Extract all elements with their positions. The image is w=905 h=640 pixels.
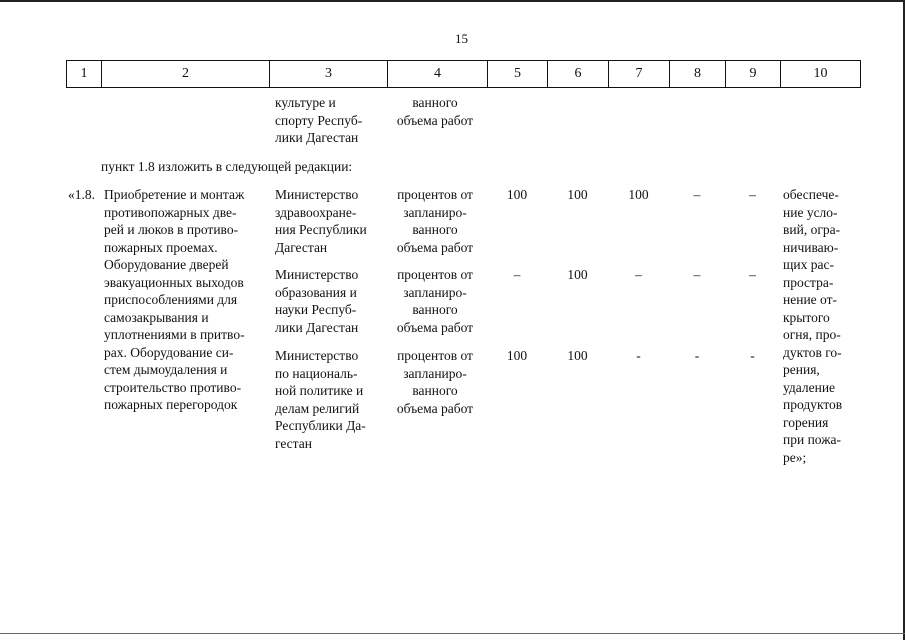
executor-3-unit: процентов от запланиро- ванного объема работ [396, 348, 474, 416]
executor-2-value-9: – [749, 267, 756, 282]
executor-1-value-6: 100 [567, 187, 588, 202]
page-number: 15 [455, 31, 468, 46]
item-result: обеспече- ние усло- вий, огра- ничиваю- щих рас- простра- нение от- крытого огня, про- дуктов го- рения, удаление продуктов горения при пожа- ре»; [783, 187, 843, 465]
executor-1-value-8: – [693, 187, 701, 202]
executor-2-value-8: – [693, 267, 701, 282]
header-col-7: 7 [609, 61, 670, 88]
header-col-2: 2 [102, 61, 270, 88]
header-col-5: 5 [488, 61, 548, 88]
executor-1-value-7: 100 [628, 187, 649, 202]
header-col-6: 6 [548, 61, 609, 88]
executor-3-value-6: 100 [567, 348, 588, 363]
executor-3-value-7: - [636, 348, 641, 363]
executor-1-unit: процентов от запланиро- ванного объема работ [396, 187, 474, 255]
executor-1-name: Министерство здравоохране- ния Республики Дагестан [275, 187, 367, 255]
executor-2-name: Министерство образования и науки Респуб- лики Дагестан [275, 267, 359, 335]
scan-border-bottom [0, 633, 905, 634]
executor-3-value-9: - [750, 348, 755, 363]
executor-1-value-9: – [749, 187, 756, 202]
executor-3-value-5: 100 [506, 348, 528, 363]
column-number-header [66, 60, 861, 88]
amendment-instruction: пункт 1.8 изложить в следующей редакции: [101, 159, 353, 174]
header-col-8: 8 [670, 61, 726, 88]
executor-2-value-5: – [513, 267, 521, 282]
continued-executor: культуре и спорту Респуб- лики Дагестан [275, 95, 363, 145]
executor-2-value-6: 100 [567, 267, 588, 282]
executor-3-value-8: - [694, 348, 700, 363]
executor-2-unit: процентов от запланиро- ванного объема работ [396, 267, 474, 335]
header-col-3: 3 [270, 61, 388, 88]
header-col-10: 10 [781, 61, 861, 88]
header-col-4: 4 [388, 61, 488, 88]
executor-1-value-5: 100 [506, 187, 528, 202]
header-col-1: 1 [67, 61, 102, 88]
executor-3-name: Министерство по националь- ной политике и делам религий Республики Да- гестан [275, 348, 366, 451]
item-number: «1.8. [68, 187, 95, 202]
scan-border-top [0, 0, 905, 2]
continued-unit: ванного объема работ [396, 95, 474, 128]
header-col-9: 9 [726, 61, 781, 88]
executor-2-value-7: – [635, 267, 642, 282]
item-description: Приобретение и монтаж противопожарных две- рей и люков в противо- пожарных проемах. Оборудование дверей эвакуационных выходов приспособлениями для самозакрывания и уплотнениями в притво- рах. Оборудование си- стем дымоудаления и строительство противо- пожарных перегородок [104, 187, 245, 412]
